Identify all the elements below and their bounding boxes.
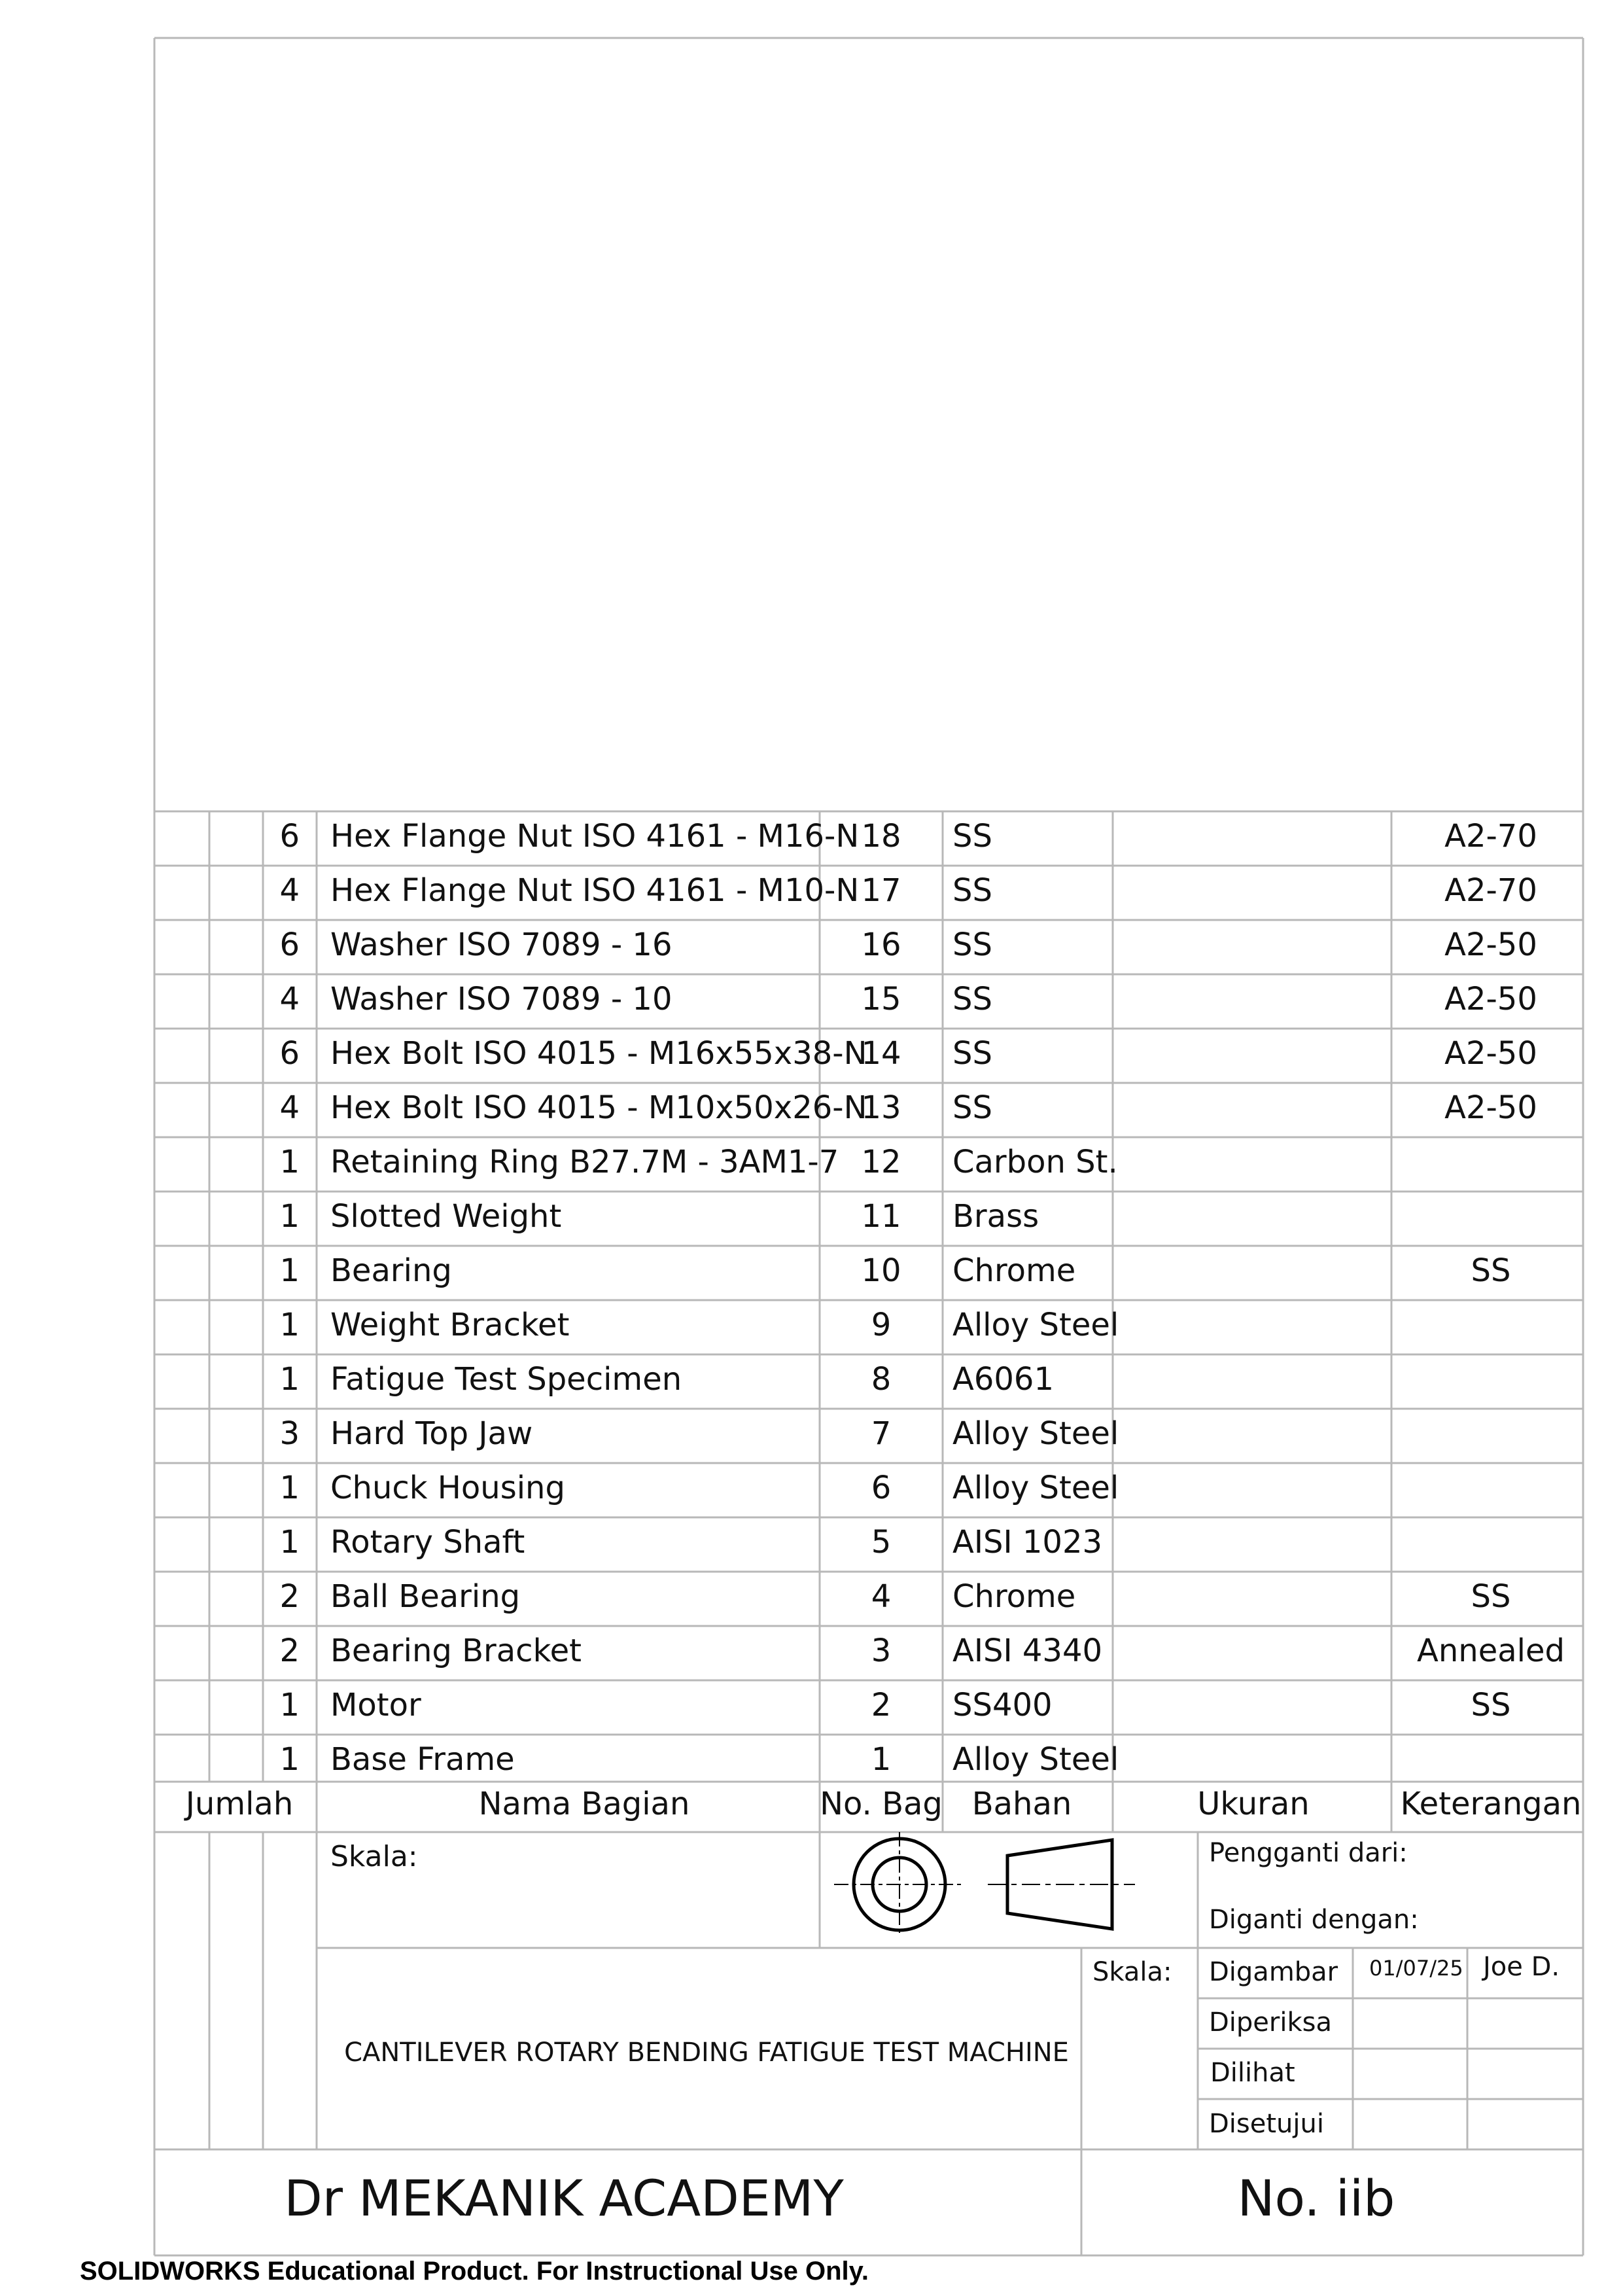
bom-material: Alloy Steel [952, 1415, 1119, 1452]
bom-material: AISI 1023 [952, 1524, 1103, 1561]
bom-material: A6061 [952, 1361, 1054, 1398]
bom-part-name: Hex Bolt ISO 4015 - M16x55x38-N [330, 1035, 867, 1072]
bom-remark: SS [1471, 1252, 1511, 1289]
bom-remark: A2-70 [1444, 872, 1537, 909]
bom-material: SS [952, 1035, 992, 1072]
bom-qty: 1 [279, 1687, 300, 1723]
approved-label: Disetujui [1209, 2109, 1324, 2139]
watermark-text: SOLIDWORKS Educational Product. For Instructional Use Only. [80, 2257, 869, 2286]
bom-qty: 3 [279, 1415, 300, 1452]
replaces-label: Pengganti dari: [1209, 1838, 1408, 1868]
bom-part-name: Chuck Housing [330, 1470, 565, 1506]
bom-remark: A2-70 [1444, 818, 1537, 855]
bom-material: SS400 [952, 1687, 1053, 1723]
bom-part-name: Hex Flange Nut ISO 4161 - M16-N [330, 818, 860, 855]
bom-material: SS [952, 872, 992, 909]
bom-material: Alloy Steel [952, 1741, 1119, 1778]
bom-remark: A2-50 [1444, 1089, 1537, 1126]
bom-part-name: Washer ISO 7089 - 10 [330, 981, 672, 1017]
bom-qty: 6 [279, 1035, 300, 1072]
drawing-number: No. iib [1237, 2169, 1395, 2227]
bom-qty: 4 [279, 872, 300, 909]
bom-part-no: 8 [871, 1361, 892, 1398]
bom-qty: 1 [279, 1524, 300, 1561]
bom-material: Alloy Steel [952, 1307, 1119, 1343]
header-part-no: No. Bag [820, 1786, 943, 1822]
bom-material: SS [952, 927, 992, 963]
bom-part-name: Weight Bracket [330, 1307, 570, 1343]
bom-part-name: Base Frame [330, 1741, 515, 1778]
bom-part-name: Ball Bearing [330, 1578, 521, 1615]
bom-remark: A2-50 [1444, 927, 1537, 963]
bom-part-no: 4 [871, 1578, 892, 1615]
bom-material: SS [952, 818, 992, 855]
checked-label: Diperiksa [1209, 2007, 1332, 2038]
bom-material: Chrome [952, 1252, 1076, 1289]
bom-qty: 1 [279, 1741, 300, 1778]
bom-qty: 1 [279, 1307, 300, 1343]
scale-label-2: Skala: [1092, 1957, 1172, 1987]
bom-part-name: Motor [330, 1687, 421, 1723]
bom-material: Chrome [952, 1578, 1076, 1615]
bom-part-no: 7 [871, 1415, 892, 1452]
bom-qty: 6 [279, 927, 300, 963]
bom-part-name: Retaining Ring B27.7M - 3AM1-7 [330, 1144, 839, 1180]
bom-part-no: 10 [861, 1252, 901, 1289]
header-material: Bahan [971, 1786, 1072, 1822]
company-name: Dr MEKANIK ACADEMY [284, 2169, 844, 2227]
bom-remark: SS [1471, 1687, 1511, 1723]
bom-part-name: Washer ISO 7089 - 16 [330, 927, 672, 963]
drawn-label: Digambar [1209, 1957, 1338, 1987]
bom-part-no: 6 [871, 1470, 892, 1506]
bom-qty: 1 [279, 1252, 300, 1289]
bom-remark: A2-50 [1444, 981, 1537, 1017]
bom-part-no: 17 [861, 872, 901, 909]
first-angle-projection-icon [831, 1832, 1145, 1937]
bom-material: SS [952, 1089, 992, 1126]
bom-material: Alloy Steel [952, 1470, 1119, 1506]
header-part-name: Nama Bagian [478, 1786, 690, 1822]
bom-part-no: 5 [871, 1524, 892, 1561]
bom-part-no: 18 [861, 818, 901, 855]
bom-qty: 2 [279, 1578, 300, 1615]
bom-material: Brass [952, 1198, 1039, 1235]
bom-qty: 6 [279, 818, 300, 855]
bom-qty: 1 [279, 1470, 300, 1506]
bom-part-no: 15 [861, 981, 901, 1017]
bom-qty: 4 [279, 1089, 300, 1126]
header-size: Ukuran [1197, 1786, 1310, 1822]
bom-part-name: Bearing [330, 1252, 452, 1289]
bom-material: SS [952, 981, 992, 1017]
scale-label: Skala: [330, 1840, 418, 1873]
bom-part-no: 3 [871, 1633, 892, 1669]
header-qty: Jumlah [185, 1786, 294, 1822]
bom-part-name: Hex Bolt ISO 4015 - M10x50x26-N [330, 1089, 867, 1126]
bom-part-no: 16 [861, 927, 901, 963]
bom-qty: 1 [279, 1198, 300, 1235]
bom-qty: 2 [279, 1633, 300, 1669]
header-remark: Keterangan [1400, 1786, 1582, 1822]
bom-part-no: 14 [861, 1035, 901, 1072]
bom-remark: SS [1471, 1578, 1511, 1615]
drawn-by: Joe D. [1483, 1952, 1560, 1982]
bom-remark: A2-50 [1444, 1035, 1537, 1072]
drawn-date: 01/07/25 [1369, 1956, 1463, 1981]
bom-material: AISI 4340 [952, 1633, 1103, 1669]
bom-part-no: 13 [861, 1089, 901, 1126]
replaced-by-label: Diganti dengan: [1209, 1905, 1419, 1935]
bom-remark: Annealed [1417, 1633, 1565, 1669]
bom-qty: 1 [279, 1144, 300, 1180]
bom-material: Carbon St. [952, 1144, 1118, 1180]
bom-part-no: 11 [861, 1198, 901, 1235]
drawing-title: CANTILEVER ROTARY BENDING FATIGUE TEST MACHINE [344, 2038, 1069, 2068]
seen-label: Dilihat [1210, 2058, 1295, 2088]
bom-qty: 4 [279, 981, 300, 1017]
bom-part-name: Rotary Shaft [330, 1524, 525, 1561]
bom-part-no: 9 [871, 1307, 892, 1343]
bom-part-name: Fatigue Test Specimen [330, 1361, 682, 1398]
bom-part-no: 2 [871, 1687, 892, 1723]
bom-qty: 1 [279, 1361, 300, 1398]
bom-part-name: Slotted Weight [330, 1198, 562, 1235]
bom-part-name: Bearing Bracket [330, 1633, 582, 1669]
bom-part-name: Hard Top Jaw [330, 1415, 533, 1452]
bom-part-name: Hex Flange Nut ISO 4161 - M10-N [330, 872, 860, 909]
bom-part-no: 12 [861, 1144, 901, 1180]
bom-part-no: 1 [871, 1741, 892, 1778]
